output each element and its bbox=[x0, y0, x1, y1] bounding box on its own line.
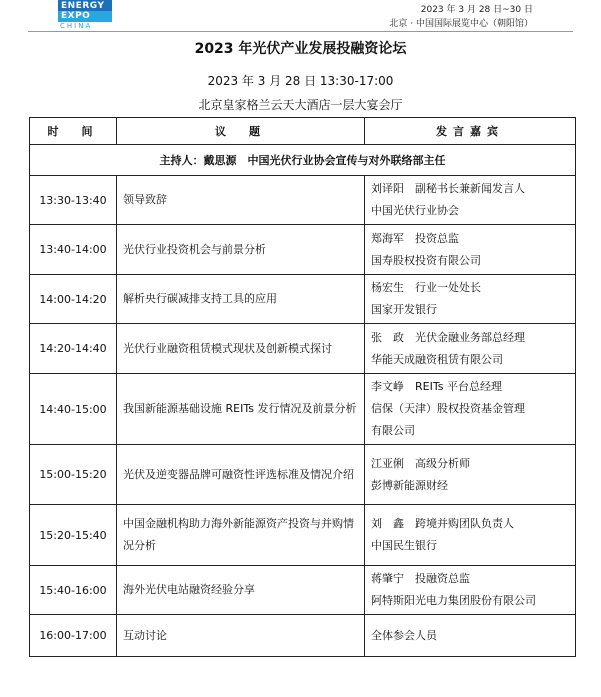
speaker-name: 刘译阳 副秘书长兼新闻发言人 bbox=[371, 182, 525, 195]
topic-cell: 领导致辞 bbox=[117, 176, 365, 225]
topic-cell: 光伏行业投资机会与前景分析 bbox=[117, 225, 365, 275]
speaker-cell bbox=[365, 445, 576, 505]
speaker-org: 国家开发银行 bbox=[371, 303, 437, 316]
time-cell: 13:40-14:00 bbox=[30, 225, 117, 275]
speaker-cell bbox=[365, 566, 576, 615]
table-row bbox=[30, 374, 576, 445]
speaker-cell bbox=[365, 324, 576, 374]
expo-logo bbox=[58, 0, 112, 30]
time-cell: 15:20-15:40 bbox=[30, 505, 117, 566]
speaker-cell bbox=[365, 505, 576, 566]
time-cell: 15:00-15:20 bbox=[30, 445, 117, 505]
speaker-cell bbox=[365, 225, 576, 275]
speaker-org: 信保（天津）股权投资基金管理 bbox=[371, 402, 525, 415]
table-row bbox=[30, 324, 576, 374]
time-cell: 14:00-14:20 bbox=[30, 275, 117, 324]
host-cell: 主持人：戴思源 中国光伏行业协会宣传与对外联络部主任 bbox=[30, 145, 576, 176]
expo-venue: 北京 · 中国国际展览中心（朝阳馆） bbox=[389, 19, 533, 29]
speaker-cell bbox=[365, 176, 576, 225]
table-row bbox=[30, 505, 576, 566]
speaker-org-cont: 有限公司 bbox=[371, 424, 415, 437]
speaker-org: 彭博新能源财经 bbox=[371, 478, 448, 492]
expo-date: 2023 年 3 月 28 日~30 日 bbox=[420, 5, 533, 15]
speaker-cell bbox=[365, 275, 576, 324]
speaker-org: 阿特斯阳光电力集团股份有限公司 bbox=[371, 594, 536, 607]
header-topic: 议 题 bbox=[117, 118, 365, 145]
table-row bbox=[30, 445, 576, 505]
host-row bbox=[30, 145, 576, 176]
topic-cell: 解析央行碳减排支持工具的应用 bbox=[117, 275, 365, 324]
topic-cell: 互动讨论 bbox=[117, 615, 365, 657]
time-cell: 14:20-14:40 bbox=[30, 324, 117, 374]
topic-cell: 我国新能源基础设施 REITs 发行情况及前景分析 bbox=[117, 374, 365, 445]
time-cell: 14:40-15:00 bbox=[30, 374, 117, 445]
time-cell: 15:40-16:00 bbox=[30, 566, 117, 615]
speaker-cell bbox=[365, 615, 576, 657]
table-row bbox=[30, 566, 576, 615]
speaker-org: 华能天成融资租赁有限公司 bbox=[371, 352, 503, 366]
speaker-org: 国寿股权投资有限公司 bbox=[371, 253, 481, 267]
topic-cell: 海外光伏电站融资经验分享 bbox=[117, 566, 365, 615]
logo-line-3: CHINA bbox=[60, 22, 93, 30]
table-row bbox=[30, 615, 576, 657]
header-time: 时 间 bbox=[30, 118, 117, 145]
agenda-table bbox=[29, 117, 576, 657]
speaker-name: 蒋肇宁 投融资总监 bbox=[371, 572, 470, 585]
header-divider bbox=[28, 31, 573, 32]
header-speaker: 发言嘉宾 bbox=[365, 118, 576, 145]
forum-title: 2023 年光伏产业发展投融资论坛 bbox=[194, 41, 407, 57]
table-header-row bbox=[30, 118, 576, 145]
forum-location: 北京皇家格兰云天大酒店一层大宴会厅 bbox=[198, 98, 403, 112]
speaker-name: 张 政 光伏金融业务部总经理 bbox=[371, 330, 525, 344]
speaker-cell bbox=[365, 374, 576, 445]
logo-line-1: ENERGY bbox=[61, 1, 105, 11]
topic-cell: 中国金融机构助力海外新能源资产投资与并购情况分析 bbox=[117, 505, 365, 566]
speaker-org: 中国光伏行业协会 bbox=[371, 204, 459, 217]
table-row bbox=[30, 275, 576, 324]
speaker-name: 江亚俐 高级分析师 bbox=[371, 456, 470, 470]
topic-cell: 光伏及逆变器品牌可融资性评选标准及情况介绍 bbox=[117, 445, 365, 505]
speaker-org: 中国民生银行 bbox=[371, 539, 437, 552]
topic-cell: 光伏行业融资租赁模式现状及创新模式探讨 bbox=[117, 324, 365, 374]
speaker-name: 刘 鑫 跨境并购团队负责人 bbox=[371, 517, 514, 530]
speaker-name: 全体参会人员 bbox=[371, 628, 437, 642]
logo-line-2: EXPO bbox=[61, 11, 91, 21]
forum-date-time: 2023 年 3 月 28 日 13:30-17:00 bbox=[207, 74, 394, 88]
time-cell: 16:00-17:00 bbox=[30, 615, 117, 657]
speaker-name: 杨宏生 行业一处处长 bbox=[371, 281, 481, 294]
time-cell: 13:30-13:40 bbox=[30, 176, 117, 225]
speaker-name: 李文峥 REITs 平台总经理 bbox=[371, 380, 502, 393]
speaker-name: 郑海军 投资总监 bbox=[371, 231, 459, 245]
table-row bbox=[30, 176, 576, 225]
table-row bbox=[30, 225, 576, 275]
